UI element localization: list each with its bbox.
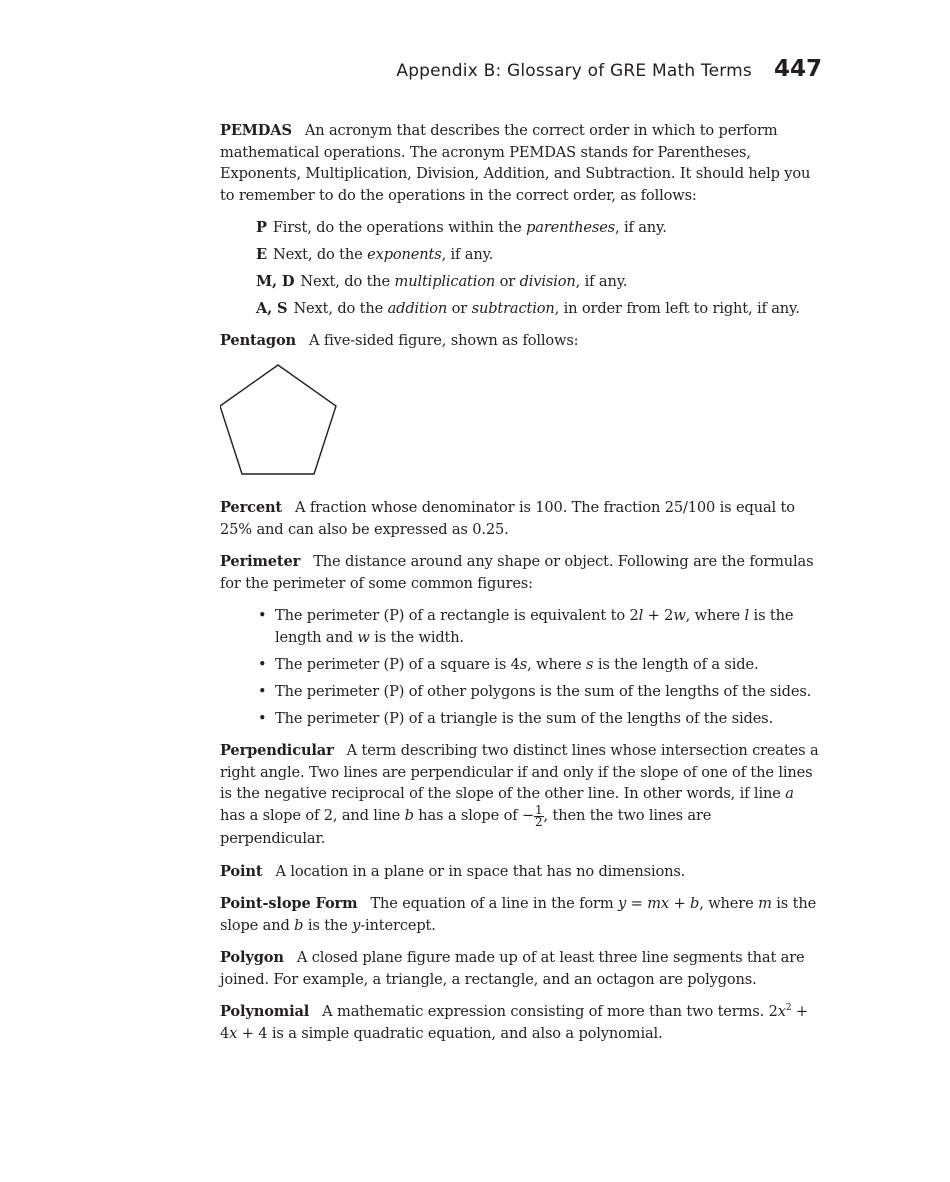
step-emphasis: subtraction [471, 300, 555, 317]
text: A mathematic expression consisting of more than two terms. 2 [322, 1003, 778, 1021]
entry-pentagon [220, 330, 820, 352]
step-emphasis: exponents [367, 246, 442, 263]
step-text: , if any. [441, 246, 494, 263]
step-letter: M, D [256, 273, 295, 290]
variable: m [758, 895, 772, 913]
step-text: Next, do the [300, 273, 395, 290]
bullet-icon: • [258, 655, 267, 673]
fraction-denominator: 2 [535, 815, 543, 830]
step-emphasis: division [519, 273, 576, 290]
term-polygon: Polygon [220, 949, 284, 967]
text: is the width. [369, 628, 465, 646]
bullet-icon: • [258, 709, 267, 727]
definition-point: A location in a plane or in space that has no dimensions. [275, 862, 686, 880]
list-item [258, 605, 820, 648]
perimeter-formulas [258, 605, 820, 729]
fraction [534, 805, 544, 828]
step-text: , if any. [615, 219, 667, 236]
definition-pemdas: An acronym that describes the correct order in which to perform mathematical operations. The acronym PEMDAS stands for Parentheses, Exponents, Multiplication, Division, Addition, and Subtraction. It should help you to remember to do the operations in the correct order, as follows: [220, 122, 811, 204]
definition-percent: A fraction whose denominator is 100. The fraction 25/100 is equal to 25% and can also be expressed as 0.25. [220, 499, 795, 538]
text: -intercept. [360, 916, 436, 934]
term-polynomial: Polynomial [220, 1003, 310, 1021]
entry-perpendicular [220, 740, 820, 850]
step-text: or [447, 300, 472, 317]
pemdas-step [256, 217, 820, 239]
variable: w [357, 628, 370, 646]
text: The perimeter (P) of a triangle is the sum of the lengths of the sides. [275, 709, 774, 727]
text: The perimeter (P) of a square is 4 [275, 655, 520, 673]
variable: b [294, 916, 304, 934]
variable: b [690, 895, 700, 913]
exponent: 2 [785, 1003, 792, 1014]
variable: a [785, 785, 794, 802]
text: , where [527, 655, 586, 673]
bullet-icon: • [258, 682, 267, 700]
text: is the length and [275, 607, 794, 646]
entry-percent [220, 497, 820, 540]
step-letter: A, S [256, 300, 288, 317]
text: + 4 is a simple quadratic equation, and also a polynomial. [237, 1024, 663, 1042]
text: A term describing two distinct lines whose intersection creates a right angle. Two lines are perpendicular if and only if the slope of one of the lines is the negative reciprocal of the slope of the other line. In other words, if line [220, 742, 819, 802]
text: is the slope and [220, 895, 817, 934]
text: is the length of a side. [593, 655, 759, 673]
text: + 4 [220, 1003, 808, 1042]
entry-point [220, 861, 820, 883]
pentagon-figure [220, 362, 820, 486]
variable: b [404, 806, 414, 824]
step-text: Next, do the [272, 246, 368, 263]
variable: x [777, 1003, 786, 1021]
definition-pentagon: A five-sided figure, shown as follows: [309, 331, 579, 349]
step-text: Next, do the [293, 300, 388, 317]
variable: w [673, 607, 686, 624]
entry-polygon [220, 947, 820, 990]
variable: y [352, 916, 361, 934]
step-emphasis: multiplication [394, 273, 496, 290]
variable: mx [647, 895, 669, 913]
step-letter: P [256, 219, 267, 236]
pemdas-step [256, 271, 820, 293]
term-pemdas: PEMDAS [220, 122, 292, 139]
term-percent: Percent [220, 499, 283, 516]
variable: l [638, 607, 644, 624]
variable: l [744, 607, 750, 624]
term-point: Point [220, 862, 263, 880]
term-perimeter: Perimeter [220, 553, 301, 570]
text: has a slope of − [413, 806, 535, 824]
entry-pemdas [220, 120, 820, 206]
entry-perimeter [220, 551, 820, 594]
variable: s [586, 655, 594, 673]
list-item [258, 681, 820, 703]
variable: x [229, 1024, 238, 1042]
pemdas-step [256, 244, 820, 266]
term-point-slope-form: Point-slope Form [220, 895, 358, 913]
step-emphasis: parentheses [526, 219, 616, 236]
text: , where [685, 607, 745, 624]
term-perpendicular: Perpendicular [220, 742, 334, 759]
entry-point-slope-form [220, 893, 820, 936]
step-text: First, do the operations within the [272, 219, 527, 236]
list-item [258, 654, 820, 676]
text: + 2 [643, 607, 674, 624]
text: , then the two lines are perpendicular. [220, 806, 712, 848]
running-title: Appendix B: Glossary of GRE Math Terms [396, 61, 752, 81]
bullet-icon: • [258, 607, 267, 624]
definition-perimeter: The distance around any shape or object. Following are the formulas for the perimeter of some common figures: [220, 553, 814, 592]
glossary-content [220, 120, 820, 1055]
list-item [258, 708, 820, 730]
step-text: or [495, 273, 520, 290]
term-pentagon: Pentagon [220, 331, 297, 349]
entry-polynomial [220, 1001, 820, 1044]
text: + [668, 895, 691, 913]
step-letter: E [256, 246, 267, 263]
pemdas-steps [256, 217, 820, 320]
text: The perimeter (P) of a rectangle is equivalent to 2 [275, 607, 639, 624]
variable: s [519, 655, 528, 673]
step-emphasis: addition [387, 300, 448, 317]
definition-polygon: A closed plane figure made up of at least three line segments that are joined. For example, a triangle, a rectangle, and an octagon are polygons. [220, 949, 805, 988]
pemdas-step [256, 298, 820, 320]
step-text: , if any. [575, 273, 628, 290]
text: = [626, 895, 648, 913]
text: is the [303, 916, 353, 934]
text: , where [699, 895, 759, 913]
variable: y [618, 895, 627, 913]
text: The equation of a line in the form [370, 895, 619, 913]
page-header [396, 56, 822, 82]
pentagon-shape [220, 362, 340, 478]
page-number: 447 [773, 56, 822, 82]
step-text: , in order from left to right, if any. [554, 300, 800, 317]
fraction-numerator: 1 [535, 803, 543, 818]
text: has a slope of 2, and line [220, 806, 405, 824]
text: The perimeter (P) of other polygons is the sum of the lengths of the sides. [275, 682, 812, 700]
